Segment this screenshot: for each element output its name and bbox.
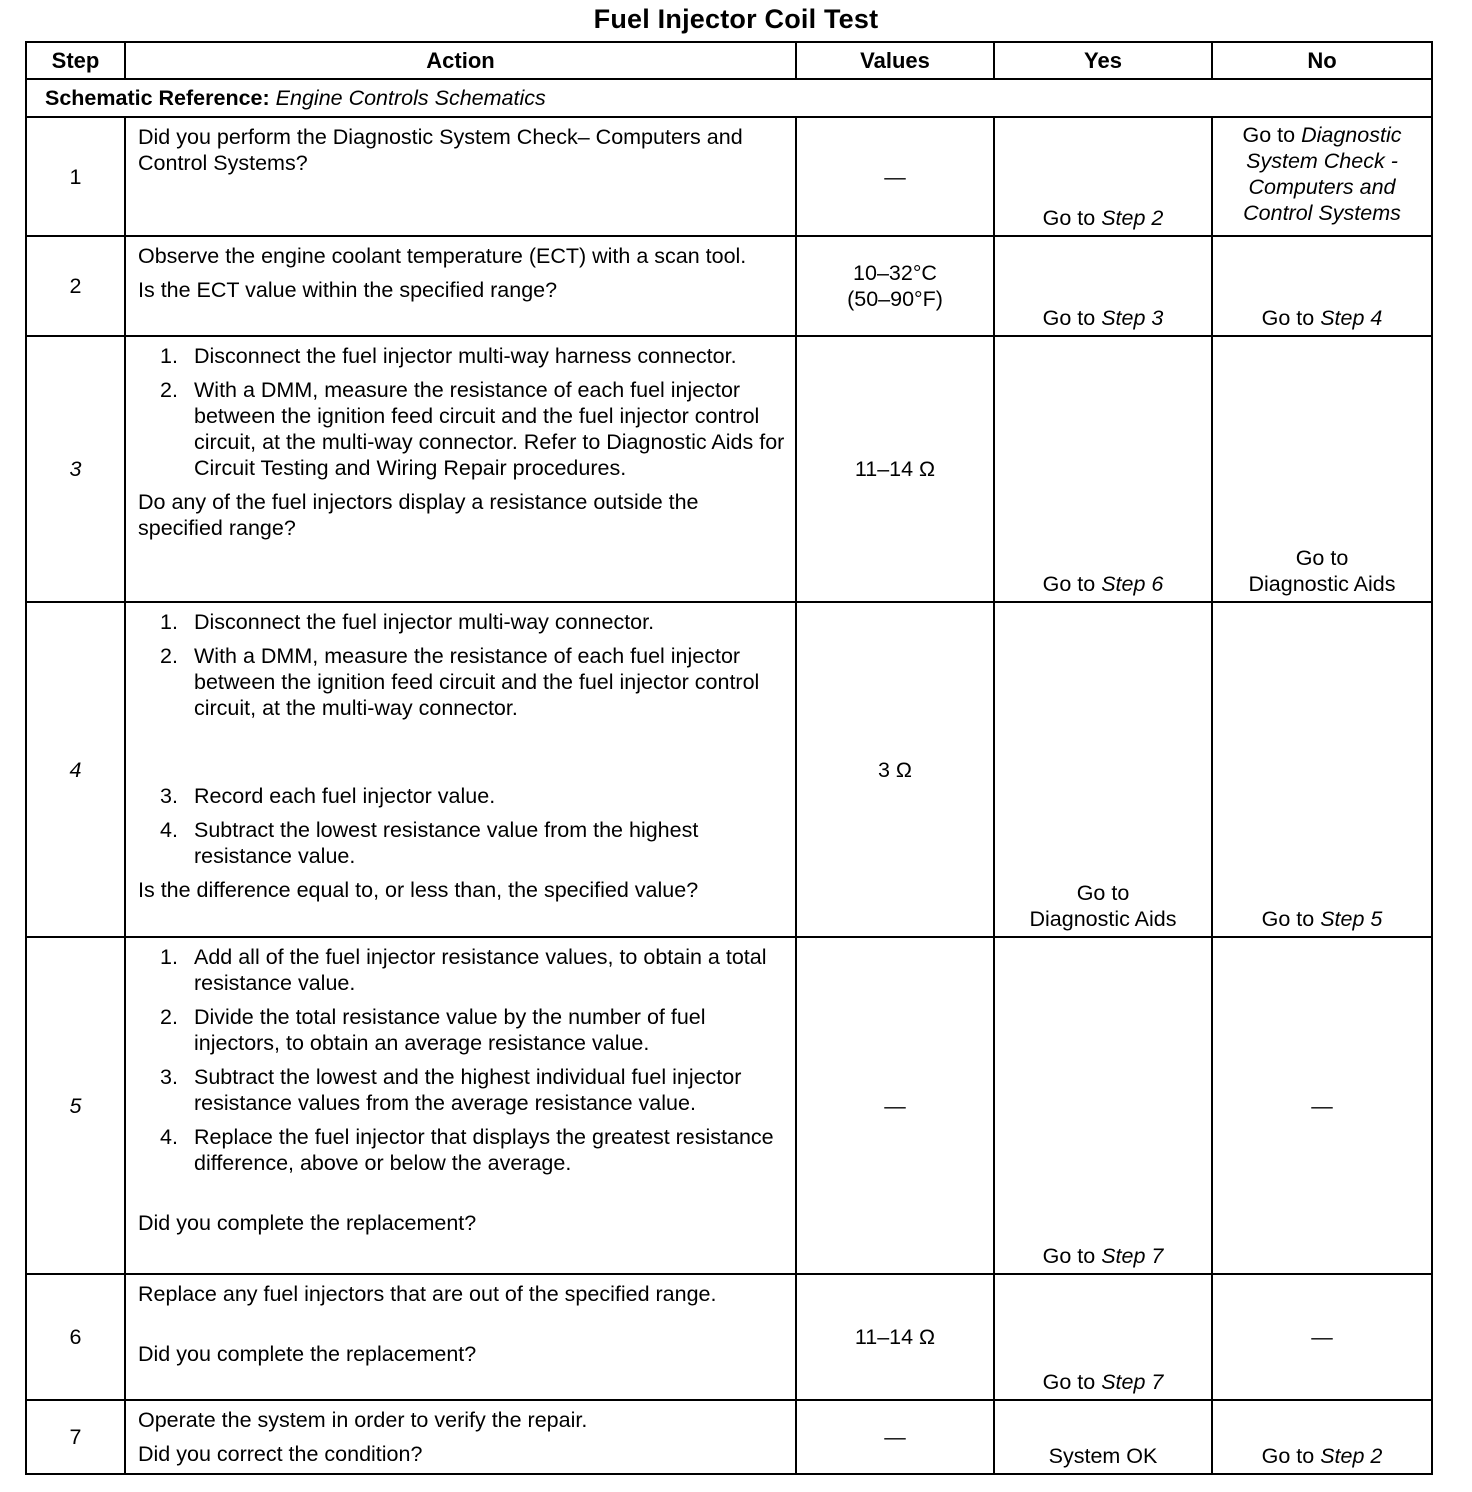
no-cell — [1212, 117, 1432, 236]
list-item: 4. Subtract the lowest resistance value from the highest resistance value. — [160, 818, 699, 868]
action-list — [138, 609, 787, 869]
action-cell — [125, 117, 796, 236]
no-step-link[interactable]: Step 4 — [1320, 306, 1383, 330]
action-question: Did you complete the replacement? — [138, 1211, 477, 1235]
action-question: Did you complete the replacement? — [138, 1342, 477, 1366]
value-cell: — — [796, 937, 994, 1274]
no-cell — [1212, 236, 1432, 336]
action-question: Is the ECT value within the specified range? — [138, 278, 558, 302]
no-step-link[interactable]: Step 2 — [1320, 1444, 1383, 1468]
step-number: 2 — [26, 236, 125, 336]
yes-diagnostic-aids-link[interactable]: Diagnostic Aids — [1029, 907, 1177, 931]
action-text: Did you perform the Diagnostic System Check– Computers and Control Systems? — [138, 125, 743, 175]
yes-cell: System OK — [994, 1400, 1212, 1474]
action-text: Operate the system in order to verify the repair. — [138, 1408, 588, 1432]
step-number: 3 — [26, 336, 125, 602]
list-item: 1. Disconnect the fuel injector multi-way connector. — [160, 610, 655, 634]
no-cell — [1212, 1400, 1432, 1474]
table-row-step-5 — [26, 937, 1432, 1274]
yes-prefix: Go to — [1042, 1370, 1096, 1394]
table-row-step-4 — [26, 602, 1432, 937]
value-cell: 11–14 Ω — [796, 336, 994, 602]
value-line-1: 10–32°C — [853, 261, 937, 285]
list-item: 1. Disconnect the fuel injector multi-way harness connector. — [160, 344, 737, 368]
action-cell — [125, 602, 796, 937]
list-item: 1. Add all of the fuel injector resistance values, to obtain a total resistance value. — [160, 945, 767, 995]
header-values: Values — [796, 42, 994, 79]
action-cell — [125, 236, 796, 336]
step-number: 1 — [26, 117, 125, 236]
yes-step-link[interactable]: Step 3 — [1101, 306, 1164, 330]
yes-prefix: Go to — [1042, 306, 1096, 330]
yes-prefix: Go to — [1042, 1244, 1096, 1268]
value-cell — [796, 236, 994, 336]
no-step-link[interactable]: Step 5 — [1320, 907, 1383, 931]
table-row-step-3 — [26, 336, 1432, 602]
header-row — [26, 42, 1432, 79]
yes-cell — [994, 236, 1212, 336]
action-text: Replace any fuel injectors that are out of the specified range. — [138, 1282, 717, 1306]
table-row-step-1 — [26, 117, 1432, 236]
yes-cell — [994, 336, 1212, 602]
table-row-step-6 — [26, 1274, 1432, 1400]
yes-cell — [994, 602, 1212, 937]
action-list — [138, 944, 787, 1176]
action-question: Do any of the fuel injectors display a resistance outside the specified range? — [138, 490, 699, 540]
action-question: Did you correct the condition? — [138, 1442, 423, 1466]
table-row-step-2 — [26, 236, 1432, 336]
yes-cell — [994, 937, 1212, 1274]
page-title: Fuel Injector Coil Test — [593, 4, 879, 34]
schematic-label: Schematic Reference: — [45, 86, 270, 110]
schematic-row — [26, 79, 1432, 117]
step-number: 6 — [26, 1274, 125, 1400]
header-action: Action — [125, 42, 796, 79]
step-number: 7 — [26, 1400, 125, 1474]
yes-step-link[interactable]: Step 6 — [1101, 572, 1164, 596]
action-cell — [125, 1274, 796, 1400]
yes-step-link[interactable]: Step 7 — [1101, 1370, 1164, 1394]
no-diagnostic-aids-link[interactable]: Diagnostic Aids — [1248, 572, 1396, 596]
value-cell: 3 Ω — [796, 602, 994, 937]
header-step: Step — [26, 42, 125, 79]
yes-cell — [994, 117, 1212, 236]
no-prefix: Go to — [1261, 306, 1315, 330]
list-item: 3. Subtract the lowest and the highest individual fuel injector resistance values from the average resistance value. — [160, 1065, 742, 1115]
no-cell: — — [1212, 937, 1432, 1274]
no-cell — [1212, 336, 1432, 602]
value-cell: — — [796, 1400, 994, 1474]
value-cell: 11–14 Ω — [796, 1274, 994, 1400]
no-cell: — — [1212, 1274, 1432, 1400]
list-item: 3. Record each fuel injector value. — [160, 784, 496, 808]
action-list — [138, 343, 787, 481]
value-cell: — — [796, 117, 994, 236]
no-prefix: Go to — [1242, 123, 1296, 147]
no-link[interactable]: Diagnostic System Check - Computers and Control Systems — [1243, 123, 1402, 225]
no-prefix: Go to — [1261, 1444, 1315, 1468]
action-cell — [125, 937, 796, 1274]
action-cell — [125, 336, 796, 602]
list-item: 4. Replace the fuel injector that displays the greatest resistance difference, above or below the average. — [160, 1125, 774, 1175]
yes-step-link[interactable]: Step 7 — [1101, 1244, 1164, 1268]
action-text: Observe the engine coolant temperature (ECT) with a scan tool. — [138, 244, 747, 268]
schematic-reference-link: Engine Controls Schematics — [275, 86, 546, 110]
list-item: 2. With a DMM, measure the resistance of each fuel injector between the ignition feed circuit and the fuel injector control circuit, at the multi-way connector. Refer to Diagnostic Aids for Circuit Testing and Wiring Repair procedures. — [160, 378, 785, 480]
list-item: 2. With a DMM, measure the resistance of each fuel injector between the ignition feed circuit and the fuel injector control circuit, at the multi-way connector. — [160, 644, 760, 720]
action-cell — [125, 1400, 796, 1474]
header-yes: Yes — [994, 42, 1212, 79]
no-cell — [1212, 602, 1432, 937]
value-line-2: (50–90°F) — [847, 287, 943, 311]
list-item: 2. Divide the total resistance value by the number of fuel injectors, to obtain an average resistance value. — [160, 1005, 706, 1055]
yes-cell — [994, 1274, 1212, 1400]
yes-prefix: Go to — [1076, 881, 1130, 905]
no-prefix: Go to — [1295, 546, 1349, 570]
step-number: 4 — [26, 602, 125, 937]
yes-prefix: Go to — [1042, 572, 1096, 596]
action-question: Is the difference equal to, or less than, the specified value? — [138, 878, 699, 902]
diagnostic-table — [25, 41, 1433, 1475]
step-number: 5 — [26, 937, 125, 1274]
no-prefix: Go to — [1261, 907, 1315, 931]
yes-prefix: Go to — [1042, 206, 1096, 230]
table-row-step-7 — [26, 1400, 1432, 1474]
yes-step-link[interactable]: Step 2 — [1101, 206, 1164, 230]
header-no: No — [1212, 42, 1432, 79]
